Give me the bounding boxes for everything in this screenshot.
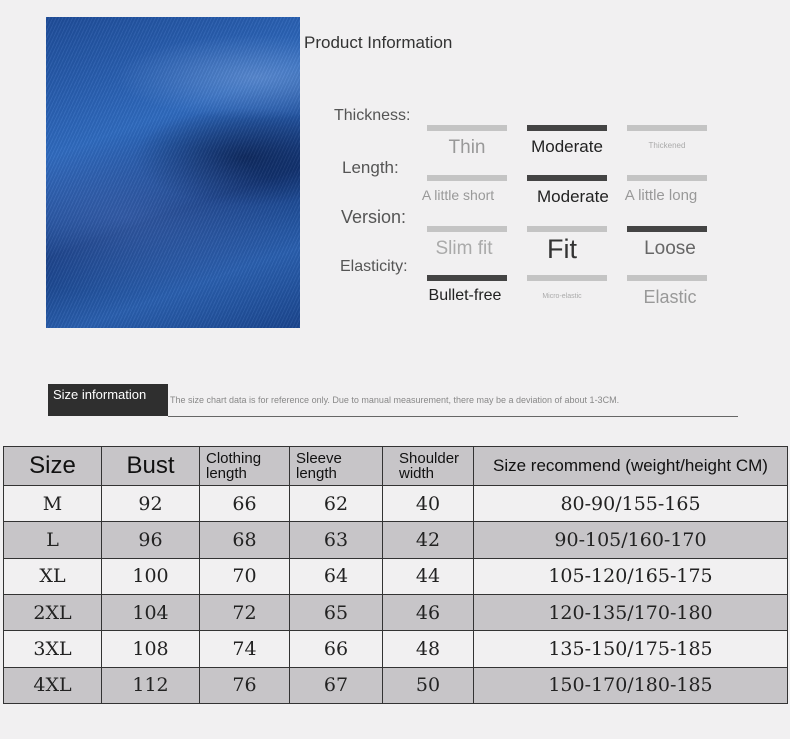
cell-sleeve-length: 67 — [290, 667, 383, 703]
cell-shoulder-width: 46 — [383, 594, 474, 630]
cell-size: M — [4, 486, 102, 522]
cell-size-recommend: 105-120/165-175 — [474, 558, 788, 594]
cell-shoulder-width: 42 — [383, 522, 474, 558]
version-option-slim-fit: Slim fit — [427, 226, 507, 260]
cell-size-recommend: 120-135/170-180 — [474, 594, 788, 630]
cell-bust: 92 — [102, 486, 200, 522]
cell-size: 4XL — [4, 667, 102, 703]
thickness-option-thickened: Thickened — [627, 125, 707, 150]
elasticity-option-elastic: Elastic — [627, 275, 707, 308]
cell-sleeve-length: 66 — [290, 631, 383, 667]
header-size-recommend: Size recommend (weight/height CM) — [474, 447, 788, 486]
header-sleeve-length: Sleeve length — [290, 447, 383, 486]
cell-bust: 108 — [102, 631, 200, 667]
length-option-moderate: Moderate — [527, 175, 607, 207]
elasticity-option-bullet-free: Bullet-free — [427, 275, 507, 305]
cell-clothing-length: 74 — [200, 631, 290, 667]
page-title: Product Information — [304, 33, 453, 52]
table-row — [4, 594, 788, 630]
cell-size-recommend: 150-170/180-185 — [474, 667, 788, 703]
cell-shoulder-width: 40 — [383, 486, 474, 522]
version-option-fit: Fit — [527, 226, 607, 265]
cell-shoulder-width: 50 — [383, 667, 474, 703]
header-bust: Bust — [102, 447, 200, 486]
cell-shoulder-width: 44 — [383, 558, 474, 594]
cell-size: 3XL — [4, 631, 102, 667]
header-size: Size — [4, 447, 102, 486]
cell-clothing-length: 76 — [200, 667, 290, 703]
cell-size-recommend: 90-105/160-170 — [474, 522, 788, 558]
cell-size-recommend: 80-90/155-165 — [474, 486, 788, 522]
elasticity-label: Elasticity: — [340, 258, 408, 275]
cell-size: XL — [4, 558, 102, 594]
version-option-loose: Loose — [627, 226, 707, 260]
header-clothing-length: Clothing length — [200, 447, 290, 486]
size-chart-table — [3, 446, 788, 704]
cell-clothing-length: 68 — [200, 522, 290, 558]
thickness-option-moderate: Moderate — [527, 125, 607, 157]
table-row — [4, 522, 788, 558]
cell-clothing-length: 70 — [200, 558, 290, 594]
cell-clothing-length: 72 — [200, 594, 290, 630]
table-row — [4, 667, 788, 703]
thickness-label: Thickness: — [334, 107, 411, 124]
size-information-tag: Size information — [48, 384, 168, 416]
size-chart-note: The size chart data is for reference only. Due to manual measurement, there may be a deviation of about 1-3CM. — [170, 395, 620, 405]
cell-bust: 112 — [102, 667, 200, 703]
cell-size-recommend: 135-150/175-185 — [474, 631, 788, 667]
cell-sleeve-length: 64 — [290, 558, 383, 594]
cell-size: 2XL — [4, 594, 102, 630]
table-row — [4, 486, 788, 522]
elasticity-option-micro-elastic: Micro-elastic — [527, 275, 607, 300]
divider — [168, 416, 738, 417]
cell-bust: 96 — [102, 522, 200, 558]
header-shoulder-width: Shoulder width — [383, 447, 474, 486]
table-row — [4, 631, 788, 667]
version-label: Version: — [341, 207, 407, 227]
cell-sleeve-length: 62 — [290, 486, 383, 522]
table-row — [4, 558, 788, 594]
cell-shoulder-width: 48 — [383, 631, 474, 667]
cell-size: L — [4, 522, 102, 558]
thickness-option-thin: Thin — [427, 125, 507, 159]
cell-sleeve-length: 63 — [290, 522, 383, 558]
cell-clothing-length: 66 — [200, 486, 290, 522]
cell-bust: 104 — [102, 594, 200, 630]
cell-sleeve-length: 65 — [290, 594, 383, 630]
length-label: Length: — [342, 158, 399, 177]
denim-fabric-photo — [46, 17, 300, 328]
length-option-long: A little long — [627, 175, 707, 204]
cell-bust: 100 — [102, 558, 200, 594]
length-option-short: A little short — [427, 175, 507, 203]
table-header-row — [4, 447, 788, 486]
